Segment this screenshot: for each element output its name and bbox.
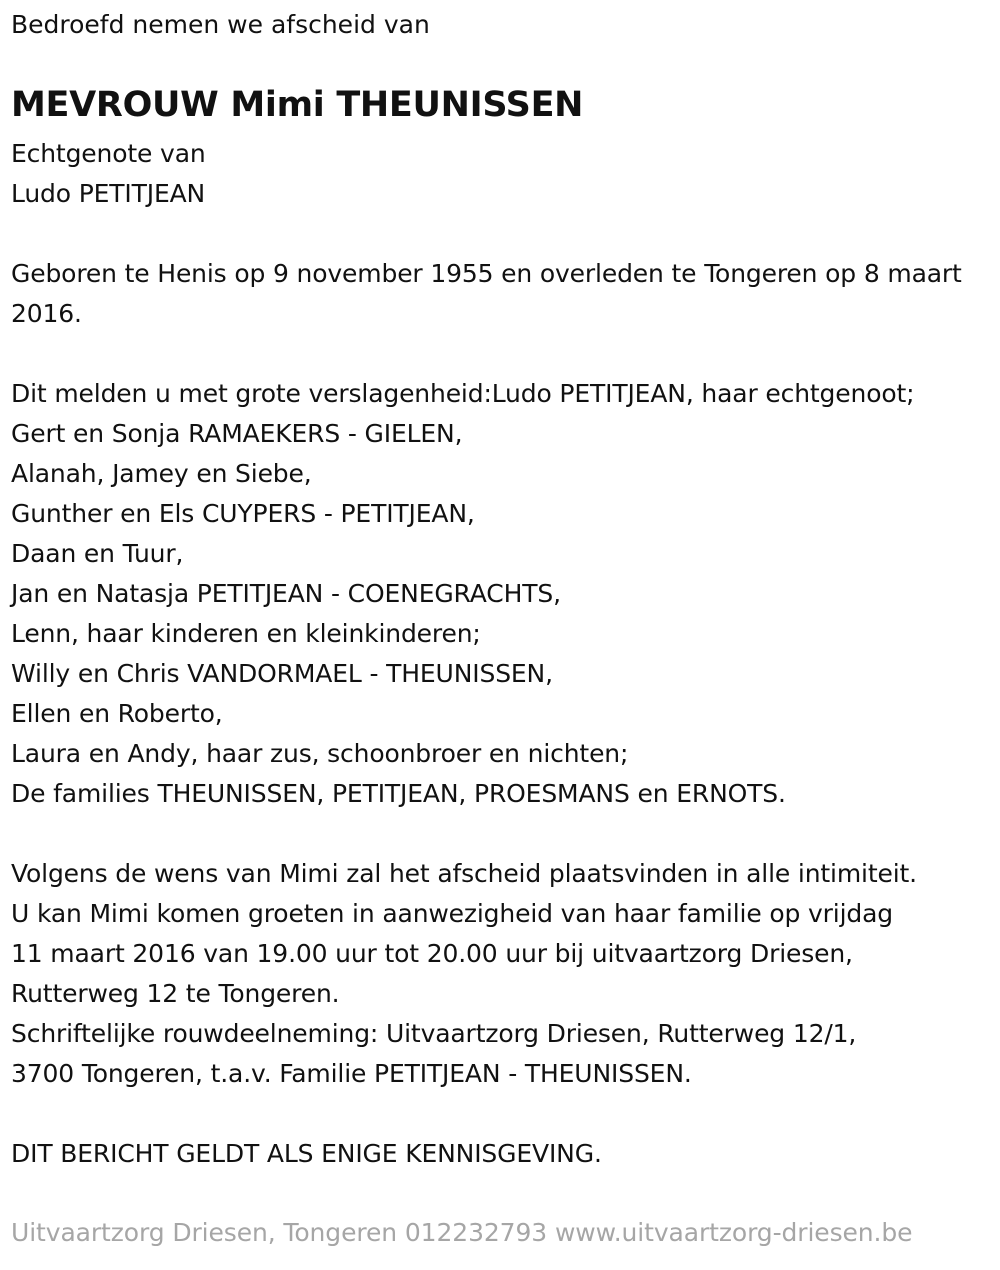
family-line: Laura en Andy, haar zus, schoonbroer en nichten; <box>11 739 629 768</box>
funeral-line: Schriftelijke rouwdeelneming: Uitvaartzorg Driesen, Rutterweg 12/1, <box>11 1019 857 1048</box>
family-line: Lenn, haar kinderen en kleinkinderen; <box>11 619 481 648</box>
funeral-line: 3700 Tongeren, t.a.v. Familie PETITJEAN - THEUNISSEN. <box>11 1059 692 1088</box>
family-line: De families THEUNISSEN, PETITJEAN, PROESMANS en ERNOTS. <box>11 779 786 808</box>
family-line: Gunther en Els CUYPERS - PETITJEAN, <box>11 499 475 528</box>
birth-death-block <box>11 254 986 334</box>
family-list <box>11 374 914 814</box>
funeral-details <box>11 854 917 1094</box>
final-notice-text: DIT BERICHT GELDT ALS ENIGE KENNISGEVING. <box>11 1139 602 1168</box>
intro-text: Bedroefd nemen we afscheid van <box>11 10 430 39</box>
spouse-block <box>11 134 206 214</box>
spouse-name: Ludo PETITJEAN <box>11 179 206 208</box>
deceased-name: MEVROUW Mimi THEUNISSEN <box>11 85 584 125</box>
funeral-line: Rutterweg 12 te Tongeren. <box>11 979 340 1008</box>
family-line: Jan en Natasja PETITJEAN - COENEGRACHTS, <box>11 579 561 608</box>
family-line: Alanah, Jamey en Siebe, <box>11 459 312 488</box>
spouse-relation: Echtgenote van <box>11 139 206 168</box>
family-line: Daan en Tuur, <box>11 539 184 568</box>
family-line: Dit melden u met grote verslagenheid:Ludo PETITJEAN, haar echtgenoot; <box>11 379 915 408</box>
final-notice <box>11 1134 602 1174</box>
birth-death-text: Geboren te Henis op 9 november 1955 en overleden te Tongeren op 8 maart 2016. <box>11 259 962 328</box>
family-line: Willy en Chris VANDORMAEL - THEUNISSEN, <box>11 659 553 688</box>
funeral-line: Volgens de wens van Mimi zal het afscheid plaatsvinden in alle intimiteit. <box>11 859 917 888</box>
family-line: Ellen en Roberto, <box>11 699 223 728</box>
family-line: Gert en Sonja RAMAEKERS - GIELEN, <box>11 419 463 448</box>
funeral-line: 11 maart 2016 van 19.00 uur tot 20.00 uur bij uitvaartzorg Driesen, <box>11 939 853 968</box>
funeral-line: U kan Mimi komen groeten in aanwezigheid van haar familie op vrijdag <box>11 899 893 928</box>
footer-credit: Uitvaartzorg Driesen, Tongeren 012232793 www.uitvaartzorg-driesen.be <box>11 1218 913 1247</box>
